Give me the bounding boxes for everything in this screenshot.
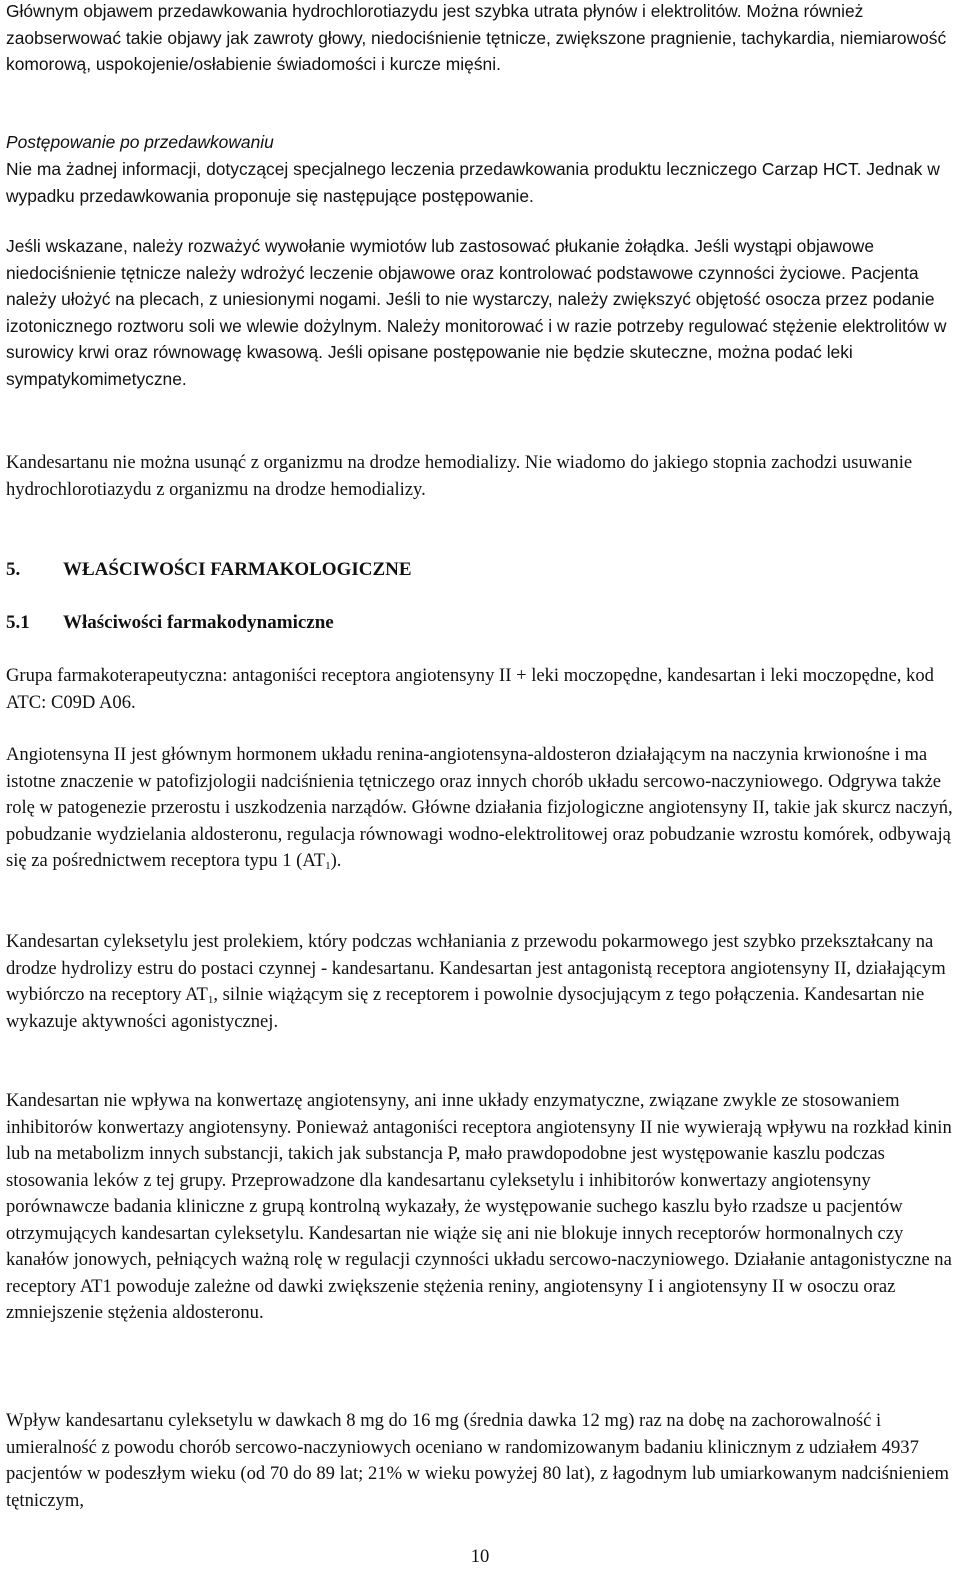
ace-paragraph: Kandesartan nie wpływa na konwertazę angiotensyny, ani inne układy enzymatyczne, związane zwykle ze stosowaniem inhibitorów konwertazy angiotensyny. Ponieważ antagoniści receptora angiotensyny II nie wywierają wpływu na rozkład kinin lub na metabolizm innych substancji, takich jak substancja P, mało prawdopodobne jest występowanie kaszlu podczas stosowania leków z tej grupy. Przeprowadzone dla kandesartanu cyleksetylu i inhibitorów konwertazy angiotensyny porównawcze badania kliniczne z grupą kontrolną wykazały, że występowanie suchego kaszlu było rzadsze u pacjentów otrzymujących kandesartan cyleksetylu. Kandesartan nie wiąże się ani nie blokuje innych receptorów hormonalnych czy kanałów jonowych, pełniących ważną rolę w regulacji czynności układu sercowo-naczyniowego. Działanie antagonistyczne na receptory AT1 powoduje zależne od dawki zwiększenie stężenia reniny, angiotensyny I i angiotensyny II w osoczu oraz zmniejszenie stężenia aldosteronu.: [6, 1090, 952, 1323]
overdose-symptoms-paragraph: Głównym objawem przedawkowania hydrochlorotiazydu jest szybka utrata płynów i elektrolitów. Można również zaobserwować takie objawy jak zawroty głowy, niedociśnienie tętnicze, zwiększone pragnienie, tachykardia, niemiarowość komorową, uspokojenie/osłabienie świadomości i kurcze mięśni.: [6, 1, 947, 74]
section-5-title: WŁAŚCIWOŚCI FARMAKOLOGICZNE: [63, 559, 412, 580]
angiotensin-paragraph: [6, 742, 956, 875]
section-5-heading: [6, 557, 956, 583]
section-5-1-title: Właściwości farmakodynamiczne: [63, 612, 334, 633]
prodrug-subscript: 1: [207, 994, 214, 1006]
prodrug-text-end: , silnie wiążącym się z receptorem i powolnie dysocjującym z tego połączenia. Kandesartan nie wykazuje aktywności agonistycznej.: [6, 984, 925, 1032]
prodrug-paragraph: [6, 929, 956, 1035]
section-5-1-heading: [6, 610, 956, 636]
clinical-study-paragraph: Wpływ kandesartanu cyleksetylu w dawkach 8 mg do 16 mg (średnia dawka 12 mg) raz na dobę na zachorowalność i umieralność z powodu chorób sercowo-naczyniowych oceniano w randomizowanym badaniu klinicznym z udziałem 4937 pacjentów w podeszłym wieku (od 70 do 89 lat; 21% w wieku powyżej 80 lat), z łagodnym lub umiarkowanym nadciśnieniem tętniczym,: [6, 1410, 949, 1511]
page-number: 10: [470, 1546, 490, 1567]
overdose-management-heading: Postępowanie po przedawkowaniu: [6, 132, 274, 152]
hemodialysis-paragraph: Kandesartanu nie można usunąć z organizmu na drodze hemodializy. Nie wiadomo do jakiego stopnia zachodzi usuwanie hydrochlorotiazydu z organizmu na drodze hemodializy.: [6, 452, 913, 500]
prodrug-text: Kandesartan cyleksetylu jest prolekiem, który podczas wchłaniania z przewodu pokarmowego jest szybko przekształcany na drodze hydrolizy estru do postaci czynnej - kandesartanu. Kandesartan jest antagonistą receptora angiotensyny II, działającym wybiórczo na receptory AT: [6, 931, 946, 1005]
section-5-1-number: 5.1: [6, 612, 30, 633]
angiotensin-subscript: 1: [325, 860, 331, 872]
overdose-management-steps: Jeśli wskazane, należy rozważyć wywołanie wymiotów lub zastosować płukanie żołądka. Jeśli wystąpi objawowe niedociśnienie tętnicze należy wdrożyć leczenie objawowe oraz kontrolować podstawowe czynności życiowe. Pacjenta należy ułożyć na plecach, z uniesionymi nogami. Jeśli to nie wystarczy, należy zwiększyć objętość osocza przez podanie izotonicznego roztworu soli we wlewie dożylnym. Należy monitorować i w razie potrzeby regulować stężenie elektrolitów w surowicy krwi oraz równowagę kwasową. Jeśli opisane postępowanie nie będzie skuteczne, można podać leki sympatykomimetyczne.: [6, 236, 947, 389]
pharmacotherapeutic-group-paragraph: Grupa farmakoterapeutyczna: antagoniści receptora angiotensyny II + leki moczopędne, kandesartan i leki moczopędne, kod ATC: C09D A06.: [6, 665, 934, 713]
angiotensin-text: Angiotensyna II jest głównym hormonem układu renina-angiotensyna-aldosteron działającym na naczynia krwionośne i ma istotne znaczenie w patofizjologii nadciśnienia tętniczego oraz innych chorób układu sercowo-naczyniowego. Odgrywa także rolę w patogenezie przerostu i uszkodzenia narządów. Główne działania fizjologiczne angiotensyny II, takie jak skurcz naczyń, pobudzanie wydzielania aldosteronu, regulacja równowagi wodno-elektrolitowej oraz pobudzanie wzrostu komórek, odbywają się za pośrednictwem receptora typu 1 (AT: [6, 744, 953, 871]
overdose-management-intro: Nie ma żadnej informacji, dotyczącej specjalnego leczenia przedawkowania produktu leczniczego Carzap HCT. Jednak w wypadku przedawkowania proponuje się następujące postępowanie.: [6, 159, 940, 206]
angiotensin-text-end: ).: [330, 850, 342, 871]
section-5-number: 5.: [6, 559, 21, 580]
